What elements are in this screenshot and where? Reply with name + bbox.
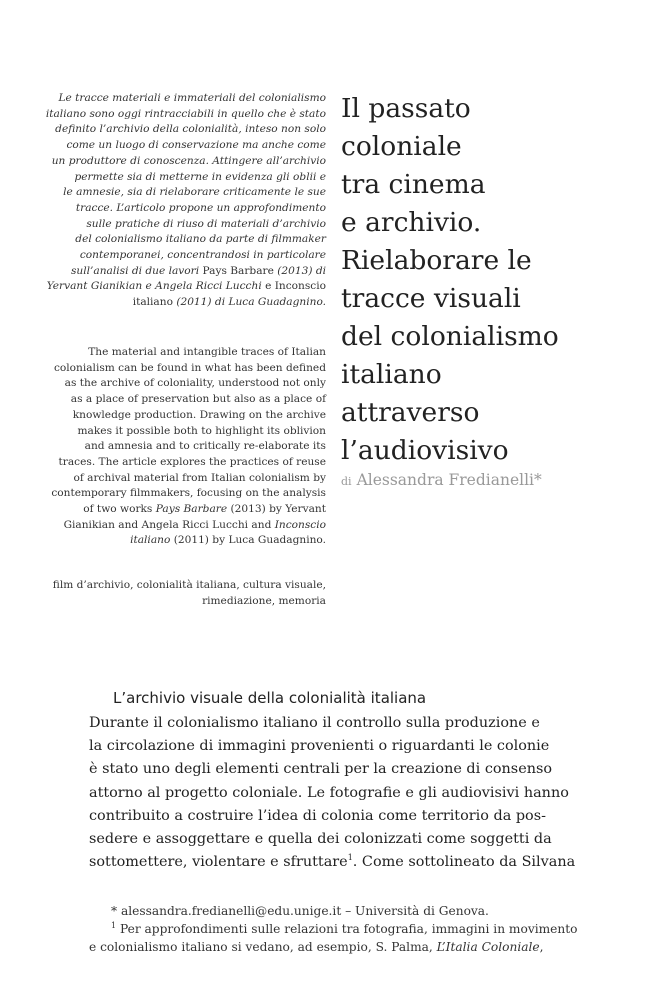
body-line: è stato uno degli elementi centrali per la creazione di consenso — [89, 761, 553, 778]
abstract-en-text: Gianikian and Angela Ricci Lucchi and — [63, 518, 275, 531]
keywords-line: rimediazione, memoria — [202, 594, 326, 607]
abstract-en-line: colonialism can be found in what has been defined — [53, 361, 326, 374]
title-line: Il passato — [341, 93, 471, 124]
abstract-it-line: come un luogo di conservazione ma anche come — [66, 139, 326, 152]
abstract-it-line: un produttore di conoscenza. Attingere all’archivio — [51, 154, 326, 167]
title-line: tra cinema — [341, 169, 486, 200]
footnote-number: 1 — [111, 920, 117, 930]
title-line: del colonialismo — [341, 321, 559, 352]
section-heading: L’archivio visuale della colonialità italiana — [113, 689, 427, 707]
abstract-it-line: italiano sono oggi rintracciabili in quello che è stato — [45, 107, 326, 120]
footnote-text: Per approfondimenti sulle relazioni tra fotografia, immagini in movimento — [116, 922, 578, 936]
title-line: tracce visuali — [341, 283, 521, 314]
footnote-text: e colonialismo italiano si vedano, ad esempio, S. Palma, — [89, 940, 437, 954]
abstract-it-line: Le tracce materiali e immateriali del colonialismo — [58, 92, 326, 104]
abstract-en-text: (2011) by Luca Guadagnino. — [170, 534, 326, 547]
work-title: italiano — [130, 534, 171, 547]
body-line: attorno al progetto coloniale. Le fotografie e gli audiovisivi hanno — [89, 784, 569, 801]
abstract-en-line: makes it possible both to highlight its oblivion — [77, 424, 326, 437]
abstract-en-line — [34, 502, 326, 518]
abstract-en-line: traces. The article explores the practices of reuse — [58, 455, 326, 468]
title-line: italiano — [341, 359, 442, 390]
footnote-text: , — [539, 940, 544, 954]
abstract-it-line: del colonialismo italiano da parte di filmmaker — [75, 233, 326, 246]
author-byline — [341, 471, 542, 489]
body-text-span: . Come sottolineato da Silvana — [352, 854, 576, 871]
body-line: la circolazione di immagini provenienti o riguardanti le colonie — [89, 738, 550, 755]
title-line: attraverso — [341, 397, 480, 428]
abstract-en-line: as a place of preservation but also as a place of — [70, 393, 326, 406]
abstract-it-text: Yervant Gianikian e Angela Ricci Lucchi — [46, 280, 262, 293]
keywords — [34, 578, 326, 609]
abstract-it-line — [34, 295, 326, 311]
work-title: italiano — [132, 296, 173, 309]
abstract-en-text: of two works — [83, 503, 156, 516]
footnotes — [89, 902, 579, 956]
article-title — [341, 90, 641, 470]
abstract-en-line: and amnesia and to critically re-elaborate its — [84, 440, 326, 453]
author-name: Alessandra Fredianelli* — [356, 471, 542, 489]
body-line: Durante il colonialismo italiano il controllo sulla produzione e — [89, 715, 540, 731]
abstract-en-line — [34, 533, 326, 549]
body-line: sedere e assoggettare e quella dei colonizzati come soggetti da — [89, 831, 552, 848]
abstract-it-text: (2013) di — [273, 264, 326, 277]
cited-title: L’Italia Coloniale — [436, 940, 540, 954]
abstract-en-line: knowledge production. Drawing on the archive — [72, 408, 326, 421]
author-affiliation: – Università di Genova. — [341, 904, 489, 918]
author-email[interactable]: * alessandra.fredianelli@edu.unige.it — [111, 904, 342, 918]
author-prefix: di — [341, 475, 352, 488]
footnote-1-cont — [89, 938, 579, 956]
abstract-it-line — [34, 279, 326, 295]
abstract-it-text: (2011) di Luca Guadagnino. — [172, 296, 326, 309]
abstract-it-line: definito l’archivio della colonialità, inteso non solo — [55, 123, 326, 136]
abstract-it-text: e — [261, 280, 275, 293]
abstract-it-line: tracce. L’articolo propone un approfondimento — [75, 201, 326, 214]
abstract-en-line — [34, 518, 326, 534]
body-line: contribuito a costruire l’idea di colonia come territorio da pos- — [89, 807, 546, 824]
footnote-1 — [89, 920, 579, 938]
abstract-en-line: The material and intangible traces of Italian — [88, 346, 326, 358]
title-line: coloniale — [341, 131, 462, 162]
abstract-it-line — [34, 264, 326, 280]
title-line: Rielaborare le — [341, 245, 532, 276]
title-line: l’audiovisivo — [341, 435, 509, 466]
abstract-it-line: permette sia di metterne in evidenza gli oblii e — [74, 170, 326, 183]
abstract-italian — [34, 91, 326, 311]
work-title: Pays Barbare — [202, 264, 274, 277]
abstract-en-line: as the archive of coloniality, understood not only — [64, 377, 326, 390]
abstract-en-line: contemporary filmmakers, focusing on the analysis — [51, 487, 326, 500]
keywords-line: film d’archivio, colonialità italiana, cultura visuale, — [52, 579, 326, 591]
abstract-english — [34, 345, 326, 549]
abstract-en-text: (2013) by Yervant — [227, 503, 326, 516]
abstract-it-line: sulle pratiche di riuso di materiali d’archivio — [86, 217, 326, 230]
abstract-it-line: contemporanei, concentrandosi in particolare — [79, 249, 326, 262]
work-title: Inconscio — [274, 280, 326, 293]
body-line — [89, 851, 579, 874]
work-title: Pays Barbare — [155, 503, 228, 516]
body-text-span: sottomettere, violentare e sfruttare — [89, 854, 348, 871]
work-title: Inconscio — [274, 518, 326, 531]
abstract-it-text: sull’analisi di due lavori — [71, 264, 203, 277]
abstract-en-line: of archival material from Italian colonialism by — [73, 471, 326, 484]
abstract-it-line: le amnesie, sia di rielaborare criticamente le sue — [63, 186, 326, 199]
footnote-author — [89, 902, 579, 920]
body-text — [89, 712, 579, 874]
footnote-ref[interactable]: 1 — [347, 853, 353, 863]
title-line: e archivio. — [341, 207, 482, 238]
